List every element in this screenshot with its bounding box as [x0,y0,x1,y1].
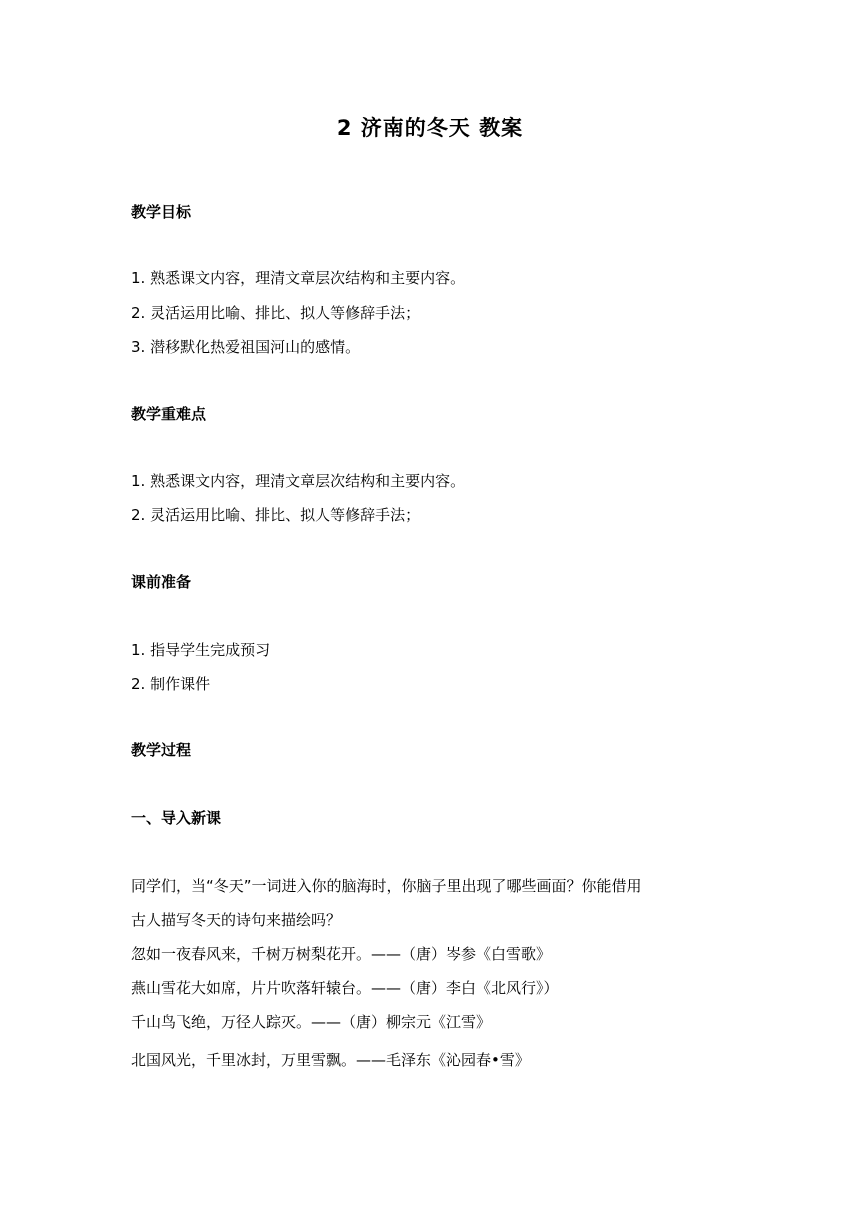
section-heading-process: 教学过程 [131,741,192,759]
poem-line: 千山鸟飞绝，万径人踪灭。——（唐）柳宗元《江雪》 [131,1013,492,1031]
document-title: 2 济南的冬天 教案 [336,116,524,140]
intro-line: 古人描写冬天的诗句来描绘吗？ [131,911,342,929]
section-heading-key-points: 教学重难点 [131,405,207,423]
section-heading-preparation: 课前准备 [131,573,192,591]
subheading-introduction: 一、导入新课 [131,809,222,827]
key-point-item: 1. 熟悉课文内容，理清文章层次结构和主要内容。 [131,472,466,490]
objective-item: 2. 灵活运用比喻、排比、拟人等修辞手法； [131,304,421,322]
poem-line: 北国风光，千里冰封，万里雪飘。——毛泽东《沁园春•雪》 [131,1051,530,1069]
preparation-item: 2. 制作课件 [131,675,211,693]
preparation-item: 1. 指导学生完成预习 [131,641,271,659]
intro-line: 同学们，当“冬天”一词进入你的脑海时，你脑子里出现了哪些画面？你能借用 [131,877,642,895]
section-heading-objectives: 教学目标 [131,203,192,221]
key-point-item: 2. 灵活运用比喻、排比、拟人等修辞手法； [131,506,421,524]
objective-item: 1. 熟悉课文内容，理清文章层次结构和主要内容。 [131,269,466,287]
poem-line: 燕山雪花大如席，片片吹落轩辕台。——（唐）李白《北风行》） [131,979,559,997]
objective-item: 3. 潜移默化热爱祖国河山的感情。 [131,338,361,356]
poem-line: 忽如一夜春风来，千树万树梨花开。——（唐）岑参《白雪歌》 [131,945,552,963]
